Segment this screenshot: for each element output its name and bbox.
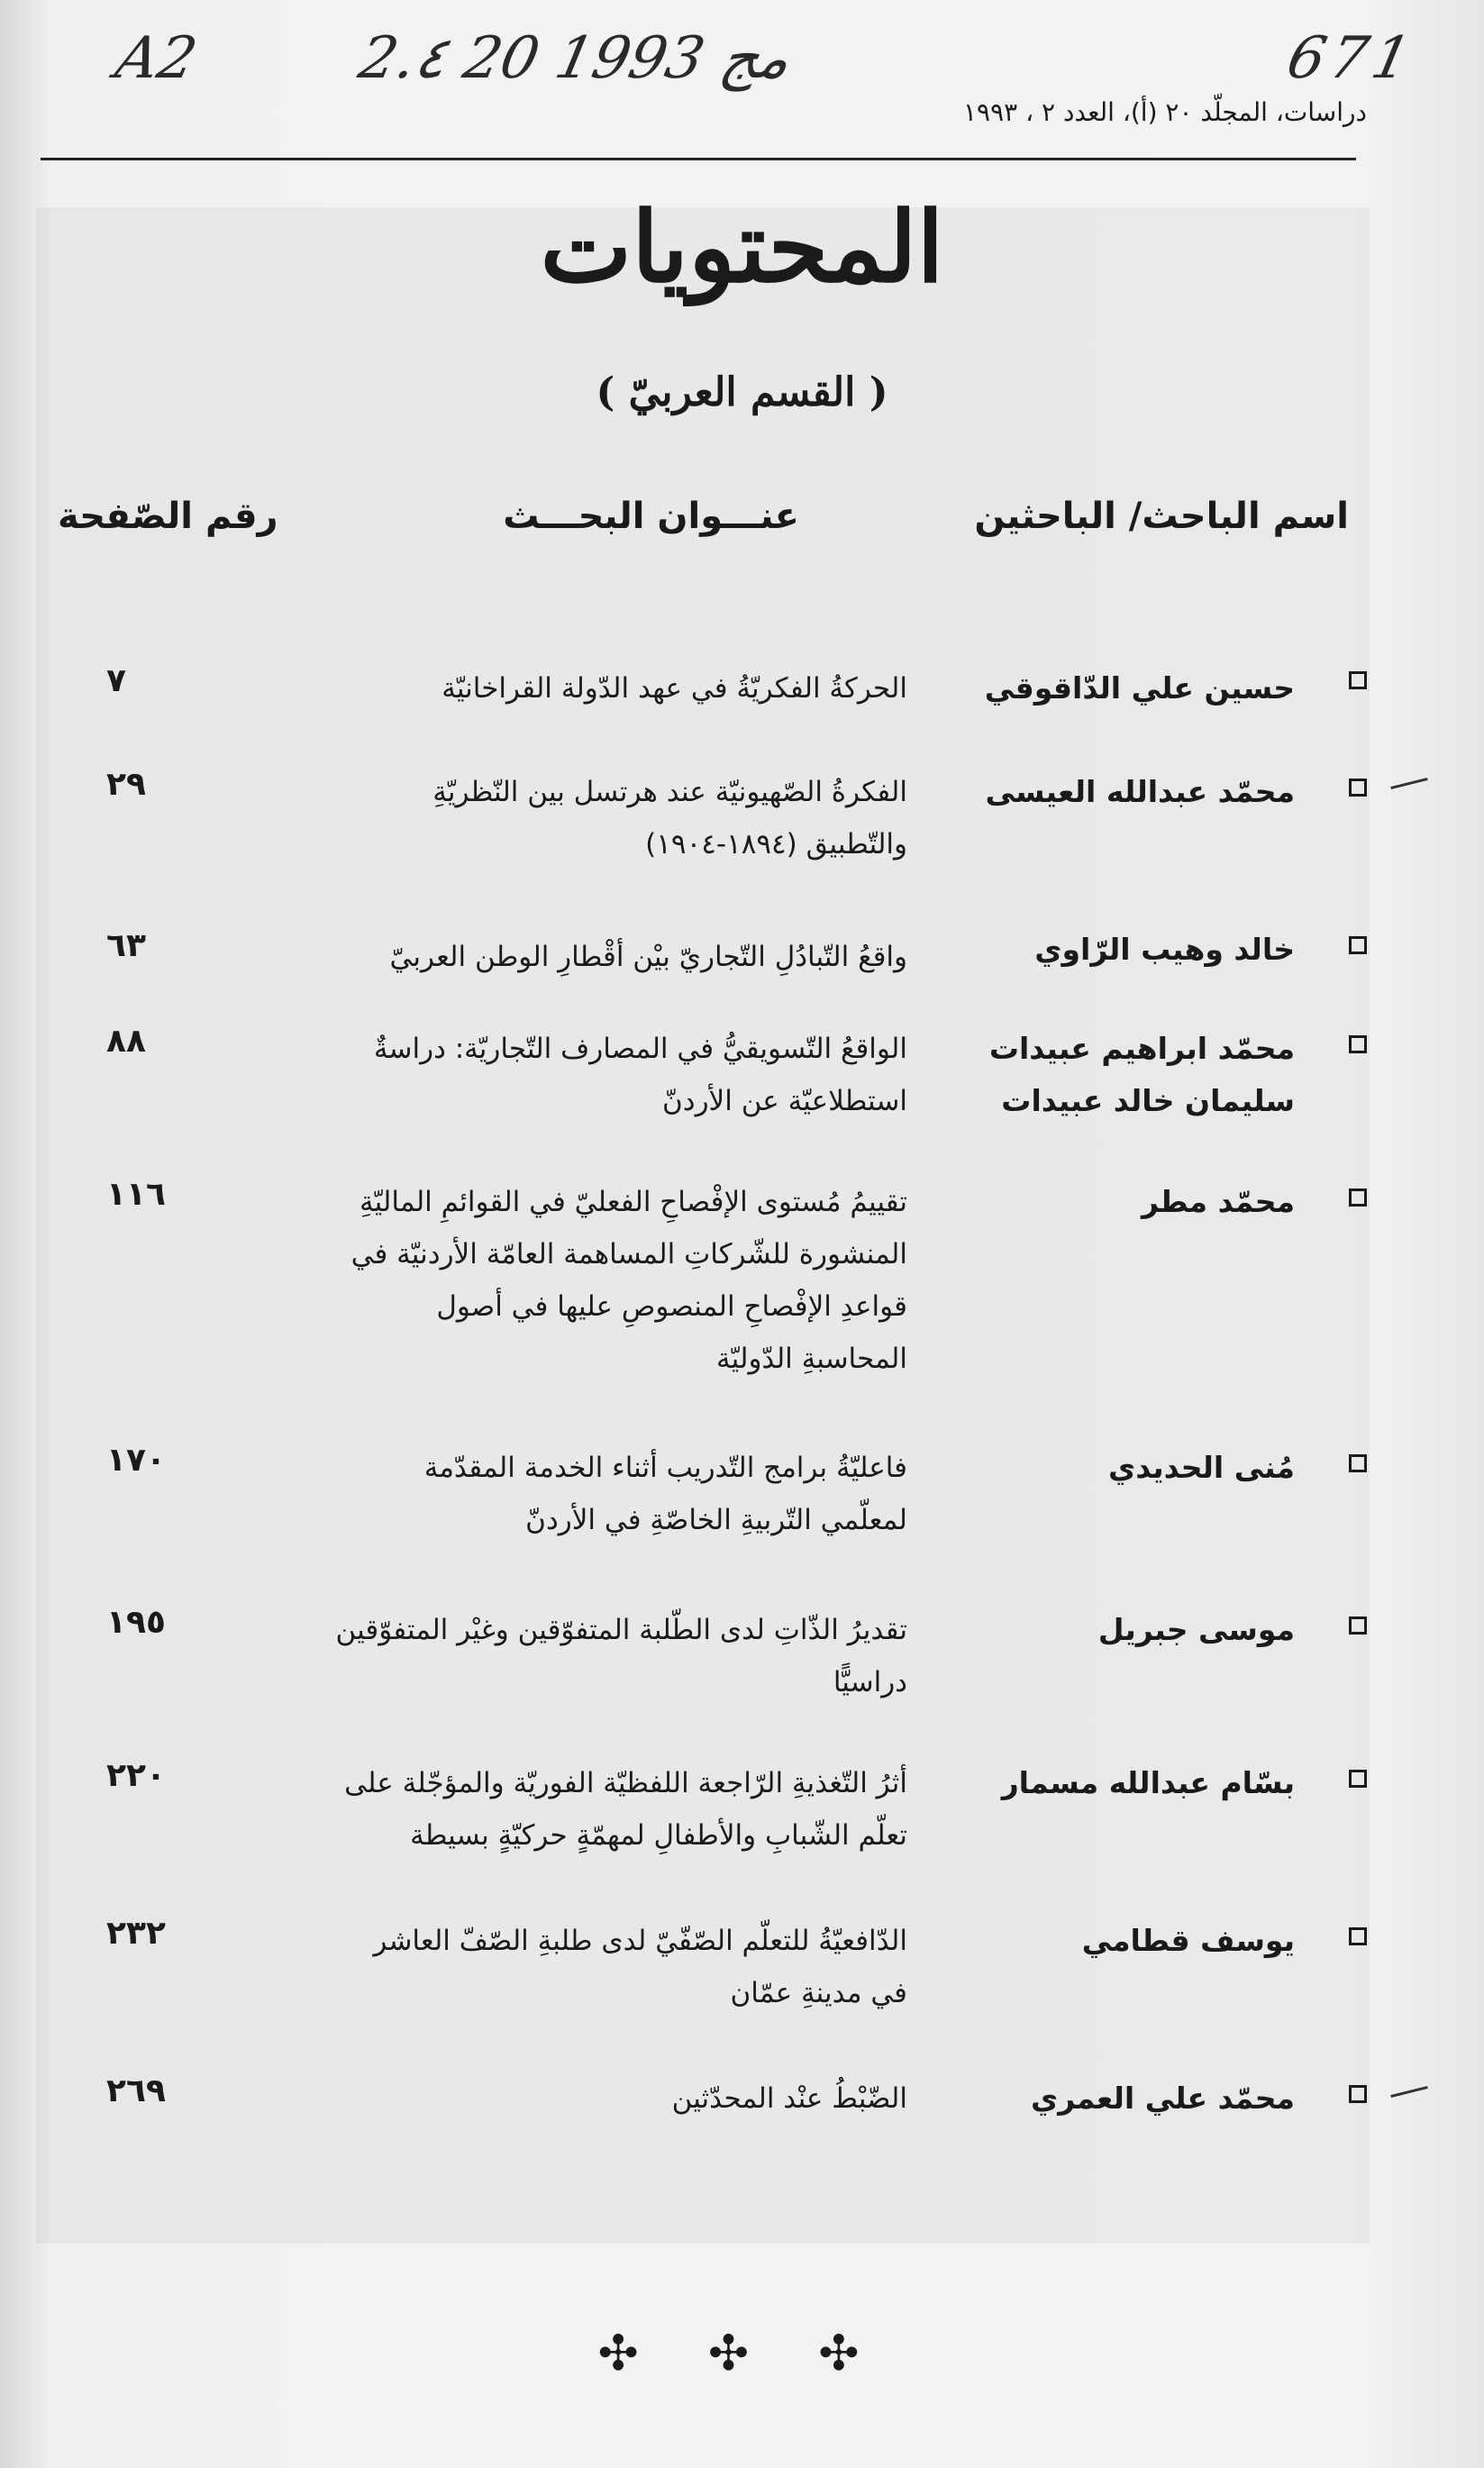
entry-authors	[970, 1915, 1295, 1967]
author-name: خالد وهيب الرّاوي	[1034, 932, 1295, 967]
checkbox-icon	[1349, 2085, 1367, 2103]
checkbox-icon	[1349, 1770, 1367, 1788]
entry-authors	[970, 766, 1295, 818]
entry-page-number: ١٩٥	[106, 1604, 166, 1641]
column-header-title: عنـــوان البحـــث	[503, 496, 799, 537]
entry-authors	[970, 662, 1295, 715]
entry-title: تقديرُ الذّاتِ لدى الطّلبة المتفوّقين وغيْر المتفوّقين دراسيًّا	[335, 1614, 907, 1698]
checkbox-icon	[1349, 1188, 1367, 1207]
entry-title: الضّبْطُ عنْد المحدّثين	[671, 2082, 907, 2115]
author-name: بسّام عبدالله مسمار	[1001, 1765, 1295, 1800]
handwritten-date: 2.٤ 20 مج 1993	[353, 25, 797, 92]
entry-page-number: ١١٦	[106, 1176, 166, 1213]
checkbox-icon	[1349, 1454, 1367, 1472]
entry-page-number: ٢٦٩	[106, 2072, 166, 2109]
entry-title: واقعُ التّبادُلِ التّجاريّ بيْن أقْطارِ الوطن العربيّ	[389, 941, 907, 973]
pen-tick-mark	[1390, 778, 1427, 789]
checkbox-icon	[1349, 936, 1367, 954]
entry-authors	[970, 1757, 1295, 1809]
entry-authors	[970, 1442, 1295, 1494]
entry-page-number: ٨٨	[106, 1023, 146, 1060]
ornament-icon: ✣ ✣ ✣	[597, 2325, 887, 2381]
author-name: حسين علي الدّاقوقي	[984, 670, 1295, 706]
author-name: محمّد علي العمري	[1030, 2081, 1295, 2116]
author-name: سليمان خالد عبيدات	[1001, 1083, 1295, 1118]
entry-page-number: ٢٩	[106, 766, 146, 803]
author-name: يوسف قطامي	[1081, 1923, 1295, 1958]
journal-reference: دراسات، المجلّد ٢٠ (أ)، العدد ٢ ، ١٩٩٣	[963, 97, 1367, 127]
entry-title: فاعليّةُ برامج التّدريب أثناء الخدمة المقدّمة لمعلّمي التّربيةِ الخاصّةِ في الأردنّ	[423, 1452, 907, 1536]
author-name: موسى جبريل	[1097, 1612, 1295, 1647]
checkbox-icon	[1349, 671, 1367, 689]
checkbox-icon	[1349, 1927, 1367, 1945]
checkbox-icon	[1349, 1616, 1367, 1635]
page-subtitle: ( القسم العربيّ )	[596, 369, 888, 415]
checkbox-icon	[1349, 779, 1367, 797]
entry-authors	[970, 924, 1295, 976]
entry-authors	[970, 2072, 1295, 2125]
entry-title: تقييمُ مُستوى الإفْصاحِ الفعليّ في القوائمِ الماليّةِ المنشورة للشّركاتِ المساهمة العامّة الأردنيّة في قواعدِ الإفْصاحِ المنصوصِ عليها في أصول المحاسبةِ الدّوليّة	[351, 1186, 907, 1375]
entry-title: الحركةُ الفكريّةُ في عهد الدّولة القراخانيّة	[442, 672, 907, 705]
entry-page-number: ٢٢٠	[106, 1757, 166, 1794]
entry-title: الدّافعيّةُ للتعلّم الصّفّيّ لدى طلبةِ الصّفّ العاشر في مدينةِ عمّان	[373, 1925, 907, 2009]
author-name: محمّد مطر	[1142, 1184, 1295, 1219]
entry-authors	[970, 1023, 1295, 1127]
entry-page-number: ٦٣	[106, 927, 146, 964]
entry-title: الواقعُ التّسويقيُّ في المصارف التّجاريّة: دراسةٌ استطلاعيّة عن الأردنّ	[373, 1033, 907, 1117]
column-header-page: رقم الصّفحة	[58, 496, 278, 537]
entry-authors	[970, 1176, 1295, 1228]
column-header-authors: اسم الباحث/ الباحثين	[974, 496, 1349, 537]
author-name: محمّد ابراهيم عبيدات	[988, 1031, 1295, 1066]
handwritten-number: 671	[1281, 25, 1423, 92]
entry-title: الفكرةُ الصّهيونيّة عند هرتسل بين النّظريّةِ والتّطبيق (١٨٩٤-١٩٠٤)	[432, 776, 907, 861]
entry-title: أثرُ التّغذيةِ الرّاجعة اللفظيّة الفوريّة والمؤجّلة على تعلّم الشّبابِ والأطفالِ لمهمّةٍ حركيّةٍ بسيطة	[344, 1767, 907, 1852]
pen-tick-mark	[1390, 2086, 1427, 2098]
handwritten-code: A2	[110, 25, 203, 92]
author-name: محمّد عبدالله العيسى	[985, 774, 1295, 809]
entry-page-number: ٧	[106, 662, 126, 699]
author-name: مُنى الحديدي	[1107, 1450, 1295, 1485]
page-title: المحتويات	[540, 191, 944, 305]
entry-authors	[970, 1604, 1295, 1656]
entry-page-number: ٢٣٢	[106, 1915, 166, 1952]
entry-page-number: ١٧٠	[106, 1442, 166, 1479]
checkbox-icon	[1349, 1035, 1367, 1053]
